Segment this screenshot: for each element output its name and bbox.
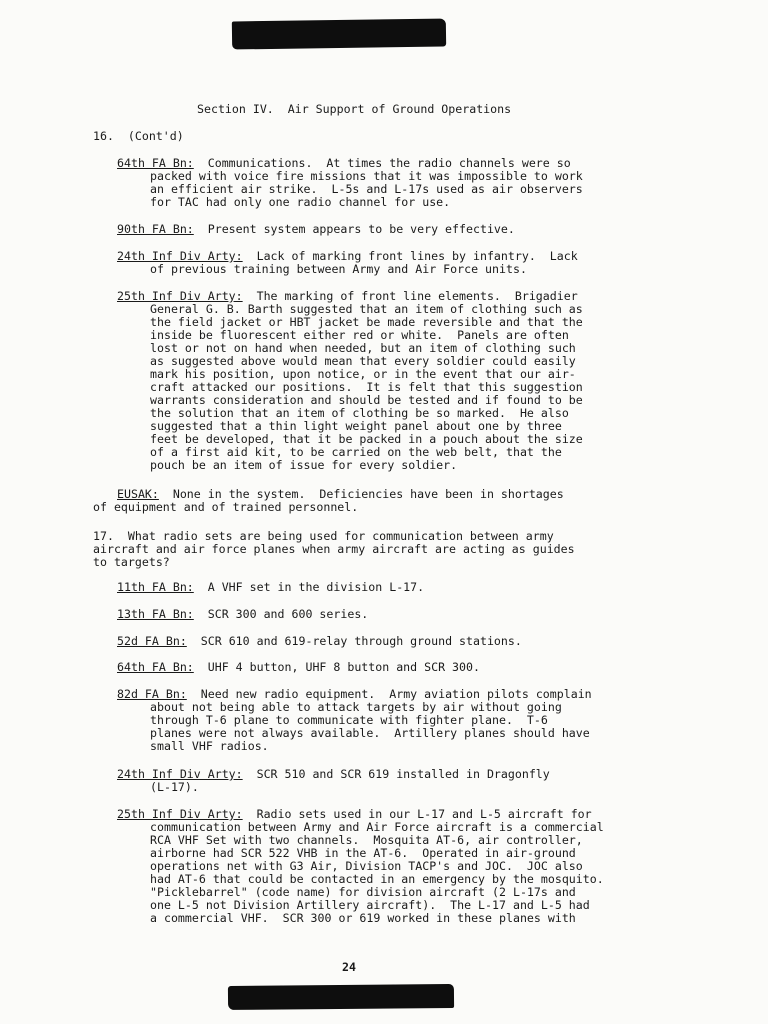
p4-line-8: craft attacked our positions. It is felt that this suggestion: [150, 380, 583, 394]
p5-text: None in the system. Deficiencies have been in shortages: [158, 487, 564, 501]
p4-line-3: the field jacket or HBT jacket be made reversible and that the: [150, 315, 583, 329]
a7-line-5: operations net with G3 Air, Division TACP's and JOC. JOC also: [150, 859, 583, 873]
a1-line-1: [117, 581, 424, 594]
unit-label: 64th FA Bn:: [117, 660, 194, 674]
item-16-heading: 16. (Cont'd): [93, 129, 184, 143]
p4-line-9: warrants consideration and should be tested and if found to be: [150, 393, 583, 407]
a7-line-2: communication between Army and Air Force aircraft is a commercial: [150, 820, 604, 834]
p4-line-5: lost or not on hand when needed, but an item of clothing such: [150, 341, 576, 355]
q17-line-3: to targets?: [93, 555, 170, 569]
p4-line-12: feet be developed, that it be packed in a pouch about the size: [150, 432, 583, 446]
p5-line-2: of equipment and of trained personnel.: [93, 500, 359, 514]
unit-label: 90th FA Bn:: [117, 222, 194, 236]
redaction-bar-bottom: [228, 984, 454, 1010]
a3-line-1: [117, 635, 522, 648]
unit-label: 13th FA Bn:: [117, 607, 194, 621]
unit-label: EUSAK:: [117, 487, 159, 501]
a4-text: UHF 4 button, UHF 8 button and SCR 300.: [193, 660, 480, 674]
a7-line-8: one L-5 not Division Artillery aircraft). The L-17 and L-5 had: [150, 898, 590, 912]
p3-line-2: of previous training between Army and Air Force units.: [150, 262, 527, 276]
unit-label: 25th Inf Div Arty:: [117, 289, 243, 303]
a2-text: SCR 300 and 600 series.: [193, 607, 369, 621]
p4-line-4: inside be fluorescent either red or white. Panels are often: [150, 328, 569, 342]
a2-line-1: [117, 608, 368, 621]
p2-line-1: [117, 223, 515, 236]
q17-line-1: 17. What radio sets are being used for communication between army: [93, 529, 554, 543]
a7-line-3: RCA VHF Set with two channels. Mosquita AT-6, air controller,: [150, 833, 583, 847]
redaction-bar-top: [232, 19, 446, 50]
a7-line-9: a commercial VHF. SCR 300 or 619 worked in these planes with: [150, 911, 576, 925]
p1-text: Communications. At times the radio channels were so: [193, 156, 571, 170]
a5-line-4: planes were not always available. Artillery planes should have: [150, 726, 590, 740]
a7-line-6: had AT-6 that could be contacted in an emergency by the mosquito.: [150, 872, 604, 886]
a7-line-4: airborne had SCR 522 VHB in the AT-6. Operated in air-ground: [150, 846, 576, 860]
a3-text: SCR 610 and 619-relay through ground stations.: [186, 634, 522, 648]
unit-label: 24th Inf Div Arty:: [117, 249, 243, 263]
p4-line-13: of a first aid kit, to be carried on the web belt, that the: [150, 445, 562, 459]
a6-line-2: (L-17).: [150, 780, 199, 794]
a7-line-7: "Picklebarrel" (code name) for division aircraft (2 L-17s and: [150, 885, 576, 899]
p3-text: Lack of marking front lines by infantry. Lack: [242, 249, 578, 263]
unit-label: 52d FA Bn:: [117, 634, 187, 648]
p4-line-14: pouch be an item of issue for every soldier.: [150, 458, 458, 472]
unit-label: 11th FA Bn:: [117, 580, 194, 594]
q17-line-2: aircraft and air force planes when army aircraft are acting as guides: [93, 542, 575, 556]
a6-text: SCR 510 and SCR 619 installed in Dragonfly: [242, 767, 550, 781]
p1-line-4: for TAC had only one radio channel for use.: [150, 195, 451, 209]
a5-line-3: through T-6 plane to communicate with fighter plane. T-6: [150, 713, 548, 727]
a5-text: Need new radio equipment. Army aviation pilots complain: [186, 687, 592, 701]
unit-label: 24th Inf Div Arty:: [117, 767, 243, 781]
unit-label: 82d FA Bn:: [117, 687, 187, 701]
unit-label: 64th FA Bn:: [117, 156, 194, 170]
p2-text: Present system appears to be very effective.: [193, 222, 515, 236]
p4-line-7: mark his position, upon notice, or in the event that our air-: [150, 367, 576, 381]
p4-text: The marking of front line elements. Brigadier: [242, 289, 578, 303]
p1-line-2: packed with voice fire missions that it was impossible to work: [150, 169, 583, 183]
a1-text: A VHF set in the division L-17.: [193, 580, 425, 594]
p4-line-10: the solution that an item of clothing be so marked. He also: [150, 406, 569, 420]
p4-line-11: suggested that a thin light weight panel about one by three: [150, 419, 562, 433]
unit-label: 25th Inf Div Arty:: [117, 807, 243, 821]
section-title: Section IV. Air Support of Ground Operations: [197, 102, 512, 116]
a5-line-2: about not being able to attack targets by air without going: [150, 700, 562, 714]
a4-line-1: [117, 661, 480, 674]
p4-line-2: General G. B. Barth suggested that an item of clothing such as: [150, 302, 583, 316]
page-number: 24: [342, 960, 356, 974]
a5-line-5: small VHF radios.: [150, 739, 269, 753]
a7-text: Radio sets used in our L-17 and L-5 aircraft for: [242, 807, 592, 821]
p1-line-3: an efficient air strike. L-5s and L-17s used as air observers: [150, 182, 583, 196]
p4-line-6: as suggested above would mean that every soldier could easily: [150, 354, 576, 368]
